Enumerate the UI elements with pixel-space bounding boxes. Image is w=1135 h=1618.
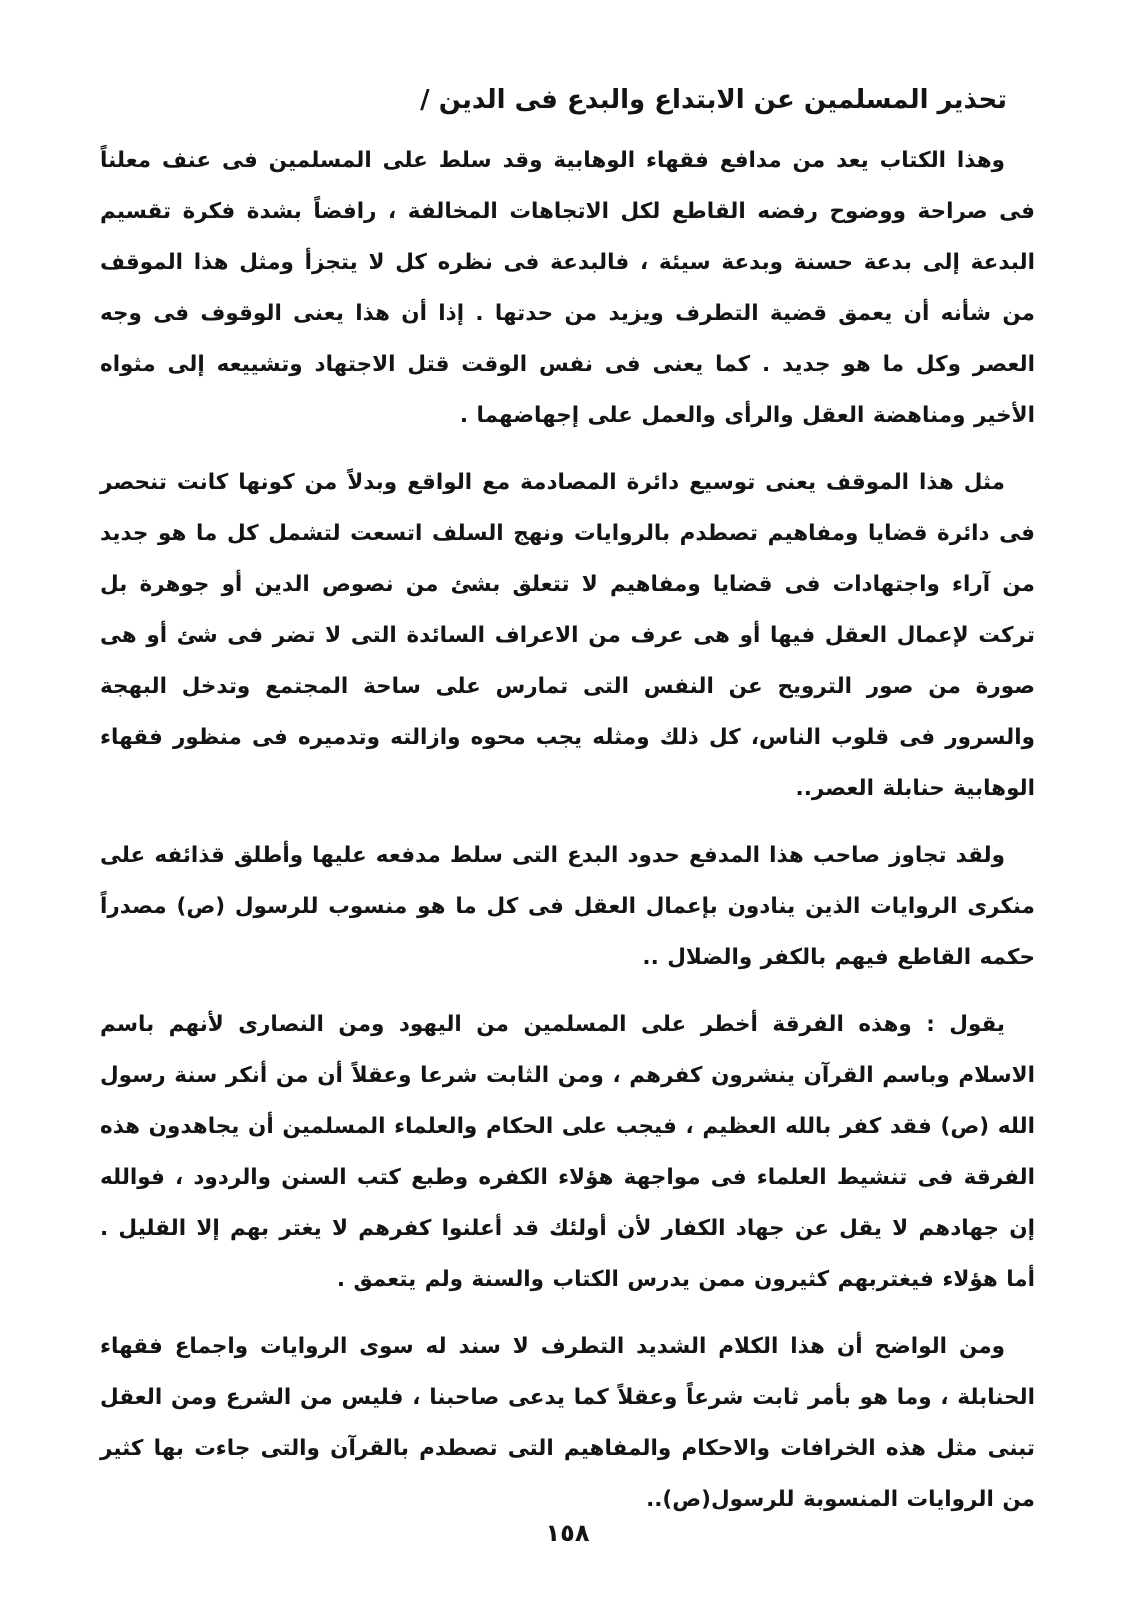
- paragraph-4: يقول : وهذه الفرقة أخطر على المسلمين من اليهود ومن النصارى لأنهم باسم الاسلام وباسم القرآن ينشرون كفرهم ، ومن الثابت شرعا وعقلاً أن من أنكر سنة رسول الله (ص) فقد كفر بالله العظيم ، فيجب على الحكام والعلماء المسلمين أن يجاهدون هذه الفرقة فى تنشيط العلماء فى مواجهة هؤلاء الكفره وطبع كتب السنن والردود ، فوالله إن جهادهم لا يقل عن جهاد الكفار لأن أولئك قد أعلنوا كفرهم لا يغتر بهم إلا القليل . أما هؤلاء فيغتربهم كثيرون ممن يدرس الكتاب والسنة ولم يتعمق .: [100, 1012, 1035, 1292]
- paragraph-3: ولقد تجاوز صاحب هذا المدفع حدود البدع التى سلط مدفعه عليها وأطلق قذائفه على منكرى الروايات الذين ينادون بإعمال العقل فى كل ما هو منسوب للرسول (ص) مصدراً حكمه القاطع فيهم بالكفر والضلال ..: [100, 843, 1035, 970]
- running-header: تحذير المسلمين عن الابتداع والبدع فى الدين /: [420, 85, 1007, 115]
- page-body: [100, 135, 1035, 1512]
- paragraph-2: مثل هذا الموقف يعنى توسيع دائرة المصادمة مع الواقع وبدلاً من كونها كانت تنحصر فى دائرة قضايا ومفاهيم تصطدم بالروايات ونهج السلف اتسعت لتشمل كل ما هو جديد من آراء واجتهادات فى قضايا ومفاهيم لا تتعلق بشئ من نصوص الدين أو جوهرة بل تركت لإعمال العقل فيها أو هى عرف من الاعراف السائدة التى لا تضر فى شئ أو هى صورة من صور الترويح عن النفس التى تمارس على ساحة المجتمع وتدخل البهجة والسرور فى قلوب الناس، كل ذلك ومثله يجب محوه وازالته وتدميره فى منظور فقهاء الوهابية حنابلة العصر..: [100, 470, 1035, 801]
- page-number: ١٥٨: [545, 1519, 590, 1547]
- paragraph-5: ومن الواضح أن هذا الكلام الشديد التطرف لا سند له سوى الروايات واجماع فقهاء الحنابلة ، وما هو بأمر ثابت شرعاً وعقلاً كما يدعى صاحبنا ، فليس من الشرع ومن العقل تبنى مثل هذه الخرافات والاحكام والمفاهيم التى تصطدم بالقرآن والتى جاءت بها كثير من الروايات المنسوبة للرسول(ص)..: [100, 1334, 1035, 1512]
- paragraph-1: وهذا الكتاب يعد من مدافع فقهاء الوهابية وقد سلط على المسلمين فى عنف معلناً فى صراحة ووضوح رفضه القاطع لكل الاتجاهات المخالفة ، رافضاً بشدة فكرة تقسيم البدعة إلى بدعة حسنة وبدعة سيئة ، فالبدعة فى نظره كل لا يتجزأ ومثل هذا الموقف من شأنه أن يعمق قضية التطرف ويزيد من حدتها . إذا أن هذا يعنى الوقوف فى وجه العصر وكل ما هو جديد . كما يعنى فى نفس الوقت قتل الاجتهاد وتشييعه إلى مثواه الأخير ومناهضة العقل والرأى والعمل على إجهاضهما .: [100, 148, 1035, 428]
